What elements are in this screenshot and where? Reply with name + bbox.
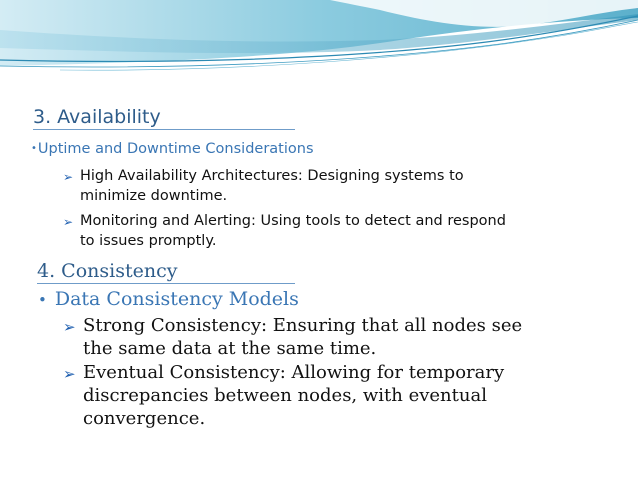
decorative-wave-banner: [0, 0, 638, 80]
list-item: [63, 314, 533, 360]
topic-label: Data Consistency Models: [54, 288, 299, 310]
arrow-bullet-icon: ➢: [63, 318, 76, 336]
arrow-bullet-icon: ➢: [63, 365, 76, 383]
list-item: [63, 211, 523, 251]
list-item-text: High Availability Architectures: Designing systems to minimize downtime.: [80, 168, 464, 204]
topic-data-consistency-models: [38, 288, 299, 310]
bullet: •: [31, 143, 37, 154]
section-heading-consistency: 4. Consistency: [37, 260, 295, 284]
topic-label: Uptime and Downtime Considerations: [37, 141, 314, 157]
bullet: •: [38, 291, 47, 309]
list-item-text: Strong Consistency: Ensuring that all nodes see the same data at the same time.: [83, 315, 523, 359]
arrow-bullet-icon: ➢: [63, 215, 74, 229]
list-item-text: Monitoring and Alerting: Using tools to detect and respond to issues promptly.: [80, 213, 506, 249]
list-item: [63, 166, 483, 206]
arrow-bullet-icon: ➢: [63, 170, 74, 184]
section-heading-availability: 3. Availability: [33, 106, 295, 130]
list-item-text: Eventual Consistency: Allowing for temporary discrepancies between nodes, with eventual convergence.: [83, 362, 505, 429]
topic-uptime-downtime: [31, 141, 314, 157]
list-item: [63, 361, 533, 430]
